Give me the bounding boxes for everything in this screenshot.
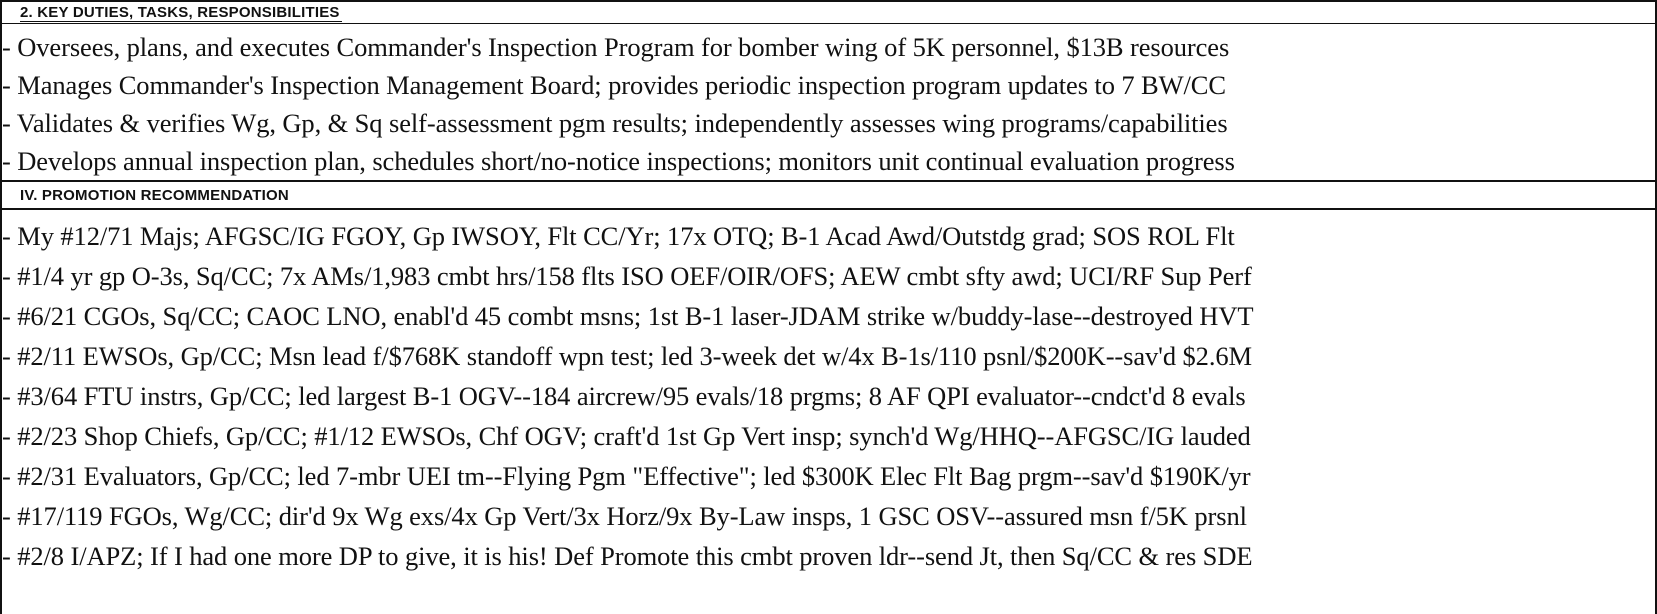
promotion-line: - #2/23 Shop Chiefs, Gp/CC; #1/12 EWSOs, Chf OGV; craft'd 1st Gp Vert insp; synch'd Wg/HHQ--AFGSC/IG lauded bbox=[2, 421, 1251, 451]
promotion-line: - #2/8 I/APZ; If I had one more DP to give, it is his! Def Promote this cmbt proven ldr--send Jt, then Sq/CC & res SDE bbox=[2, 541, 1253, 571]
duty-line: - Develops annual inspection plan, schedules short/no-notice inspections; monitors unit continual evaluation progress bbox=[2, 146, 1235, 176]
duty-line: - Manages Commander's Inspection Management Board; provides periodic inspection program updates to 7 BW/CC bbox=[2, 70, 1226, 100]
duty-line: - Validates & verifies Wg, Gp, & Sq self-assessment pgm results; independently assesses wing programs/capabilities bbox=[2, 108, 1228, 138]
promotion-line: - #17/119 FGOs, Wg/CC; dir'd 9x Wg exs/4x Gp Vert/3x Horz/9x By-Law insps, 1 GSC OSV--assured msn f/5K prsnl bbox=[2, 501, 1247, 531]
promotion-line: - #3/64 FTU instrs, Gp/CC; led largest B-1 OGV--184 aircrew/95 evals/18 prgms; 8 AF QPI evaluator--cndct'd 8 evals bbox=[2, 381, 1246, 411]
duty-line: - Oversees, plans, and executes Commander's Inspection Program for bomber wing of 5K personnel, $13B resources bbox=[2, 32, 1230, 62]
section-2-header bbox=[2, 2, 1655, 24]
promotion-line: - #6/21 CGOs, Sq/CC; CAOC LNO, enabl'd 45 combt msns; 1st B-1 laser-JDAM strike w/buddy-lase--destroyed HVT bbox=[2, 301, 1254, 331]
section-4-title: IV. PROMOTION RECOMMENDATION bbox=[20, 186, 289, 204]
key-duties-list bbox=[2, 24, 1655, 180]
promotion-recommendation-list bbox=[2, 210, 1655, 576]
promotion-line: - #2/11 EWSOs, Gp/CC; Msn lead f/$768K standoff wpn test; led 3-week det w/4x B-1s/110 psnl/$200K--sav'd $2.6M bbox=[2, 341, 1252, 371]
promotion-line: - #1/4 yr gp O-3s, Sq/CC; 7x AMs/1,983 cmbt hrs/158 flts ISO OEF/OIR/OFS; AEW cmbt sfty awd; UCI/RF Sup Perf bbox=[2, 261, 1252, 291]
section-2-title: 2. KEY DUTIES, TASKS, RESPONSIBILITIES bbox=[20, 3, 340, 21]
promotion-line: - My #12/71 Majs; AFGSC/IG FGOY, Gp IWSOY, Flt CC/Yr; 17x OTQ; B-1 Acad Awd/Outstdg grad; SOS ROL Flt bbox=[2, 221, 1235, 251]
section-4-header bbox=[2, 180, 1655, 210]
promotion-line: - #2/31 Evaluators, Gp/CC; led 7-mbr UEI tm--Flying Pgm "Effective"; led $300K Elec Flt Bag prgm--sav'd $190K/yr bbox=[2, 461, 1251, 491]
